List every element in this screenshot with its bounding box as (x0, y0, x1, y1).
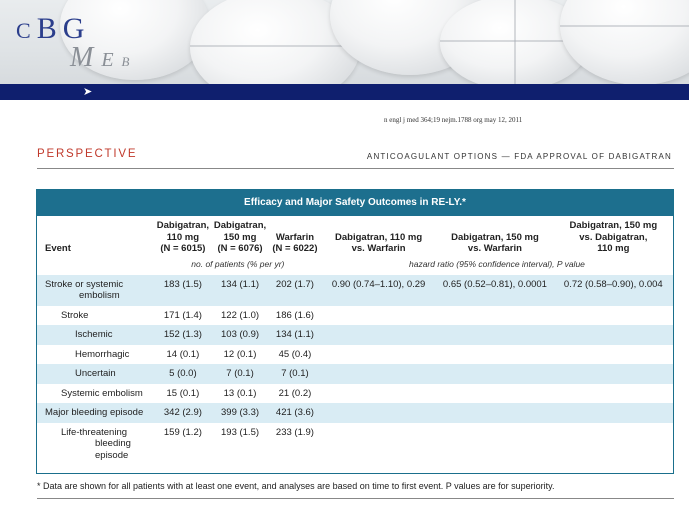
units-left: no. of patients (% per yr) (191, 258, 285, 269)
col-header-hr3: Dabigatran, 150 mg vs. Dabigatran, 110 mg (569, 220, 658, 254)
row-label: Hemorrhagic (75, 348, 130, 360)
units-right: hazard ratio (95% confidence interval), P value (408, 258, 585, 269)
cell-dab150: 12 (0.1) (223, 348, 257, 360)
cell-warfarin: 421 (3.6) (269, 403, 321, 423)
header-blue-bar (0, 84, 689, 100)
table-row (37, 384, 673, 404)
divider (37, 498, 674, 499)
cell-dab150: 13 (0.1) (223, 387, 257, 399)
header-banner (0, 0, 689, 84)
table-row (37, 403, 673, 423)
table-footnote: * Data are shown for all patients with at least one event, and analyses are based on time to first event. P values are for superiority. (37, 481, 555, 491)
cell-hr3: 0.72 (0.58–0.90), 0.004 (554, 275, 673, 306)
cell-hr1: 0.90 (0.74–1.10), 0.29 (321, 275, 436, 306)
cell-warfarin: 7 (0.1) (269, 364, 321, 384)
cell-dab150: 103 (0.9) (211, 325, 269, 345)
cell-dab110: 5 (0.0) (155, 364, 211, 384)
table-row (37, 306, 673, 326)
section-label: PERSPECTIVE (37, 148, 138, 160)
table-row (37, 423, 673, 466)
logo-cbg: CBG (16, 12, 91, 45)
units-row (37, 258, 673, 275)
table-row (37, 325, 673, 345)
cell-dab150: 122 (1.0) (221, 309, 260, 321)
table-header-row (37, 216, 673, 258)
col-header-event: Event (45, 243, 71, 254)
row-label: Life-threatening bleeding episode (61, 426, 131, 461)
cell-dab110: 183 (1.5) (155, 275, 211, 306)
cell-warfarin: 21 (0.2) (278, 387, 312, 399)
cell-dab110: 171 (1.4) (163, 309, 202, 321)
cell-dab110: 15 (0.1) (166, 387, 200, 399)
row-label: Stroke or systemic embolism (37, 275, 155, 306)
citation: n engl j med 364;19 nejm.1788 org may 12, 2011 (384, 116, 523, 124)
cell-dab150: 7 (0.1) (211, 364, 269, 384)
row-label: Uncertain (37, 364, 155, 384)
cell-dab150: 134 (1.1) (211, 275, 269, 306)
cell-dab110: 342 (2.9) (155, 403, 211, 423)
col-header-hr2: Dabigatran, 150 mg vs. Warfarin (451, 231, 539, 254)
logo-meb: MEB (70, 42, 138, 73)
row-label: Systemic embolism (61, 387, 143, 399)
col-header-dab150: Dabigatran, 150 mg (N = 6076) (213, 220, 267, 254)
row-label: Ischemic (37, 325, 155, 345)
pill-image (560, 0, 689, 84)
running-head: ANTICOAGULANT OPTIONS — FDA APPROVAL OF DABIGATRAN (366, 152, 672, 161)
col-header-dab110: Dabigatran, 110 mg (N = 6015) (156, 220, 210, 254)
cell-dab150: 193 (1.5) (221, 426, 260, 438)
table-row (37, 345, 673, 365)
cell-warfarin: 233 (1.9) (275, 426, 314, 438)
outcomes-table-box (36, 189, 674, 474)
table-title: Efficacy and Major Safety Outcomes in RE-LY.* (37, 190, 673, 216)
cell-warfarin: 202 (1.7) (269, 275, 321, 306)
cell-warfarin: 45 (0.4) (278, 348, 312, 360)
table-row (37, 364, 673, 384)
divider (37, 168, 674, 169)
cell-hr2: 0.65 (0.52–0.81), 0.0001 (436, 275, 553, 306)
row-label: Major bleeding episode (37, 403, 155, 423)
table-row (37, 275, 673, 306)
outcomes-table (37, 216, 673, 465)
col-header-warfarin: Warfarin (N = 6022) (272, 231, 318, 254)
cell-dab110: 152 (1.3) (155, 325, 211, 345)
col-header-hr1: Dabigatran, 110 mg vs. Warfarin (335, 231, 423, 254)
bar-arrow-icon: ➤ (83, 86, 93, 98)
cell-warfarin: 134 (1.1) (269, 325, 321, 345)
cell-warfarin: 186 (1.6) (275, 309, 314, 321)
cell-dab110: 14 (0.1) (166, 348, 200, 360)
cell-dab150: 399 (3.3) (211, 403, 269, 423)
cell-dab110: 159 (1.2) (163, 426, 202, 438)
row-label: Stroke (61, 309, 89, 321)
